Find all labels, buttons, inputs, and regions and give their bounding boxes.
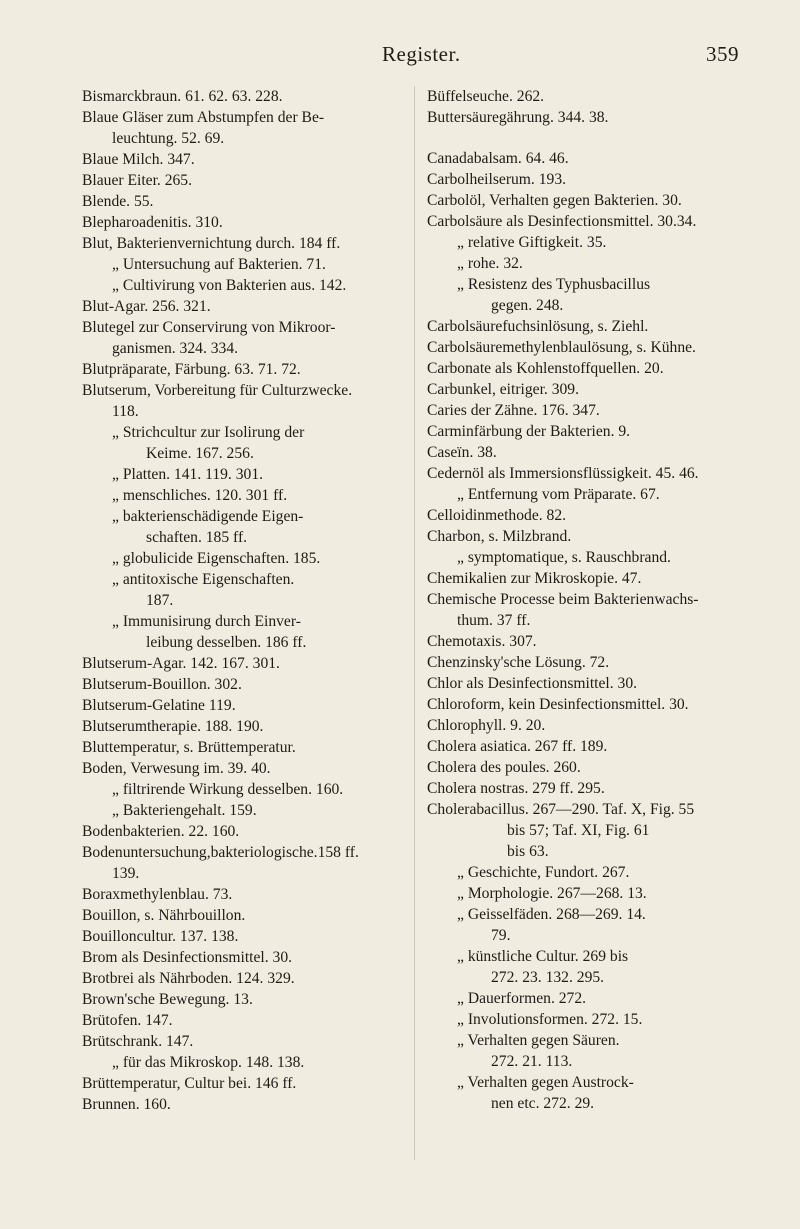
index-entry: „ symptomatique, s. Rauschbrand. — [457, 549, 671, 566]
index-entry: Blutserumtherapie. 188. 190. — [82, 718, 264, 735]
index-entry: Brotbrei als Nährboden. 124. 329. — [82, 970, 295, 987]
index-entry: Chemikalien zur Mikroskopie. 47. — [427, 570, 642, 587]
index-entry: gegen. 248. — [491, 297, 564, 314]
index-entry: Carbunkel, eitriger. 309. — [427, 381, 580, 398]
index-entry: „ Strichcultur zur Isolirung der — [112, 424, 305, 441]
index-entry: „ filtrirende Wirkung desselben. 160. — [112, 781, 344, 798]
index-entry: leibung desselben. 186 ff. — [146, 634, 307, 651]
index-entry: Blepharoadenitis. 310. — [82, 214, 223, 231]
index-entry: „ Entfernung vom Präparate. 67. — [457, 486, 660, 503]
index-entry: „ Geschichte, Fundort. 267. — [457, 864, 630, 881]
index-entry: leuchtung. 52. 69. — [112, 130, 225, 147]
index-entry: „ Geisselfäden. 268—269. 14. — [457, 906, 646, 923]
index-entry: Chemische Processe beim Bakterienwachs- — [427, 591, 699, 608]
index-entry: „ Cultivirung von Bakterien aus. 142. — [112, 277, 347, 294]
index-entry: Chlorophyll. 9. 20. — [427, 717, 546, 734]
index-entry: Brown'sche Bewegung. 13. — [82, 991, 253, 1008]
index-entry: bis 63. — [507, 843, 549, 860]
index-entry: 118. — [112, 403, 139, 420]
index-entry: Bodenuntersuchung,bakteriologische.158 ff. — [82, 844, 359, 861]
index-entry: Chenzinsky'sche Lösung. 72. — [427, 654, 610, 671]
index-entry: Bouillon, s. Nährbouillon. — [82, 907, 246, 924]
index-entry: Blutserum-Bouillon. 302. — [82, 676, 242, 693]
index-entry: „ Immunisirung durch Einver- — [112, 613, 301, 630]
index-entry: „ Untersuchung auf Bakterien. 71. — [112, 256, 326, 273]
index-entry: Cholera nostras. 279 ff. 295. — [427, 780, 605, 797]
index-entry: Caseïn. 38. — [427, 444, 497, 461]
index-entry: „ Resistenz des Typhusbacillus — [457, 276, 651, 293]
right-index-column — [427, 86, 745, 1114]
index-entry: „ künstliche Cultur. 269 bis — [457, 948, 629, 965]
index-entry: Blut-Agar. 256. 321. — [82, 298, 211, 315]
index-entry: ganismen. 324. 334. — [112, 340, 239, 357]
index-entry: Caries der Zähne. 176. 347. — [427, 402, 600, 419]
index-entry: 79. — [491, 927, 511, 944]
index-entry: „ relative Giftigkeit. 35. — [457, 234, 607, 251]
index-entry: Carbolsäure als Desinfectionsmittel. 30.34. — [427, 213, 697, 230]
index-entry: „ Verhalten gegen Säuren. — [457, 1032, 620, 1049]
index-entry: Keime. 167. 256. — [146, 445, 254, 462]
index-entry: Boraxmethylenblau. 73. — [82, 886, 233, 903]
index-entry: Carbolheilserum. 193. — [427, 171, 567, 188]
index-entry: „ menschliches. 120. 301 ff. — [112, 487, 288, 504]
index-entry: Brom als Desinfectionsmittel. 30. — [82, 949, 293, 966]
index-entry: Blaue Milch. 347. — [82, 151, 195, 168]
index-entry: Bismarckbraun. 61. 62. 63. 228. — [82, 88, 283, 105]
index-entry: Cholera asiatica. 267 ff. 189. — [427, 738, 608, 755]
index-entry: „ bakterienschädigende Eigen- — [112, 508, 304, 525]
running-title: Register. — [382, 42, 461, 66]
index-entry: Blutserum-Gelatine 119. — [82, 697, 236, 714]
index-entry: Canadabalsam. 64. 46. — [427, 150, 569, 167]
index-entry: schaften. 185 ff. — [146, 529, 248, 546]
index-entry: nen etc. 272. 29. — [491, 1095, 595, 1112]
index-entry: „ Verhalten gegen Austrock- — [457, 1074, 634, 1091]
index-entry: 187. — [146, 592, 174, 609]
index-entry: Brüttemperatur, Cultur bei. 146 ff. — [82, 1075, 297, 1092]
index-entry: bis 57; Taf. XI, Fig. 61 — [507, 822, 650, 839]
index-entry: Cedernöl als Immersionsflüssigkeit. 45. 46. — [427, 465, 699, 482]
index-entry: Büffelseuche. 262. — [427, 88, 545, 105]
index-entry: Carbolsäurefuchsinlösung, s. Ziehl. — [427, 318, 649, 335]
left-index-column — [82, 86, 404, 1115]
index-entry: Bluttemperatur, s. Brüttemperatur. — [82, 739, 296, 756]
index-entry: Blutserum-Agar. 142. 167. 301. — [82, 655, 280, 672]
column-divider — [414, 86, 415, 1160]
index-entry: Chemotaxis. 307. — [427, 633, 537, 650]
index-entry: thum. 37 ff. — [457, 612, 531, 629]
index-entry: 272. 21. 113. — [491, 1053, 573, 1070]
index-entry: Celloidinmethode. 82. — [427, 507, 567, 524]
index-entry: 272. 23. 132. 295. — [491, 969, 605, 986]
index-entry: Boden, Verwesung im. 39. 40. — [82, 760, 271, 777]
index-entry: „ antitoxische Eigenschaften. — [112, 571, 295, 588]
index-entry: Blutpräparate, Färbung. 63. 71. 72. — [82, 361, 301, 378]
index-entry: „ für das Mikroskop. 148. 138. — [112, 1054, 305, 1071]
index-entry: „ Platten. 141. 119. 301. — [112, 466, 264, 483]
index-entry: „ Bakteriengehalt. 159. — [112, 802, 257, 819]
index-entry: Bodenbakterien. 22. 160. — [82, 823, 240, 840]
index-entry: Cholerabacillus. 267—290. Taf. X, Fig. 55 — [427, 801, 695, 818]
index-entry: „ globulicide Eigenschaften. 185. — [112, 550, 321, 567]
index-entry: Brütschrank. 147. — [82, 1033, 194, 1050]
index-entry: Cholera des poules. 260. — [427, 759, 581, 776]
page-header — [0, 42, 800, 72]
index-entry: Blauer Eiter. 265. — [82, 172, 192, 189]
index-entry: Brütofen. 147. — [82, 1012, 173, 1029]
index-entry: Blaue Gläser zum Abstumpfen der Be- — [82, 109, 325, 126]
page-number: 359 — [706, 42, 739, 66]
index-entry: Buttersäuregährung. 344. 38. — [427, 109, 609, 126]
index-entry: Carbolsäuremethylenblaulösung, s. Kühne. — [427, 339, 696, 356]
index-entry: Blutserum, Vorbereitung für Culturzwecke. — [82, 382, 353, 399]
index-entry: „ Dauerformen. 272. — [457, 990, 587, 1007]
index-entry: Blende. 55. — [82, 193, 154, 210]
index-entry: Brunnen. 160. — [82, 1096, 171, 1113]
index-entry: Carbonate als Kohlenstoffquellen. 20. — [427, 360, 664, 377]
index-entry: „ rohe. 32. — [457, 255, 523, 272]
index-entry: Chlor als Desinfectionsmittel. 30. — [427, 675, 638, 692]
index-entry: Carbolöl, Verhalten gegen Bakterien. 30. — [427, 192, 682, 209]
index-entry: „ Morphologie. 267—268. 13. — [457, 885, 647, 902]
index-entry: Bouilloncultur. 137. 138. — [82, 928, 239, 945]
index-entry: Carminfärbung der Bakterien. 9. — [427, 423, 631, 440]
index-entry: „ Involutionsformen. 272. 15. — [457, 1011, 643, 1028]
index-entry: Chloroform, kein Desinfectionsmittel. 30. — [427, 696, 689, 713]
index-entry: Charbon, s. Milzbrand. — [427, 528, 572, 545]
index-entry: 139. — [112, 865, 140, 882]
index-entry: Blutegel zur Conservirung von Mikroor- — [82, 319, 336, 336]
index-entry: Blut, Bakterienvernichtung durch. 184 ff. — [82, 235, 341, 252]
